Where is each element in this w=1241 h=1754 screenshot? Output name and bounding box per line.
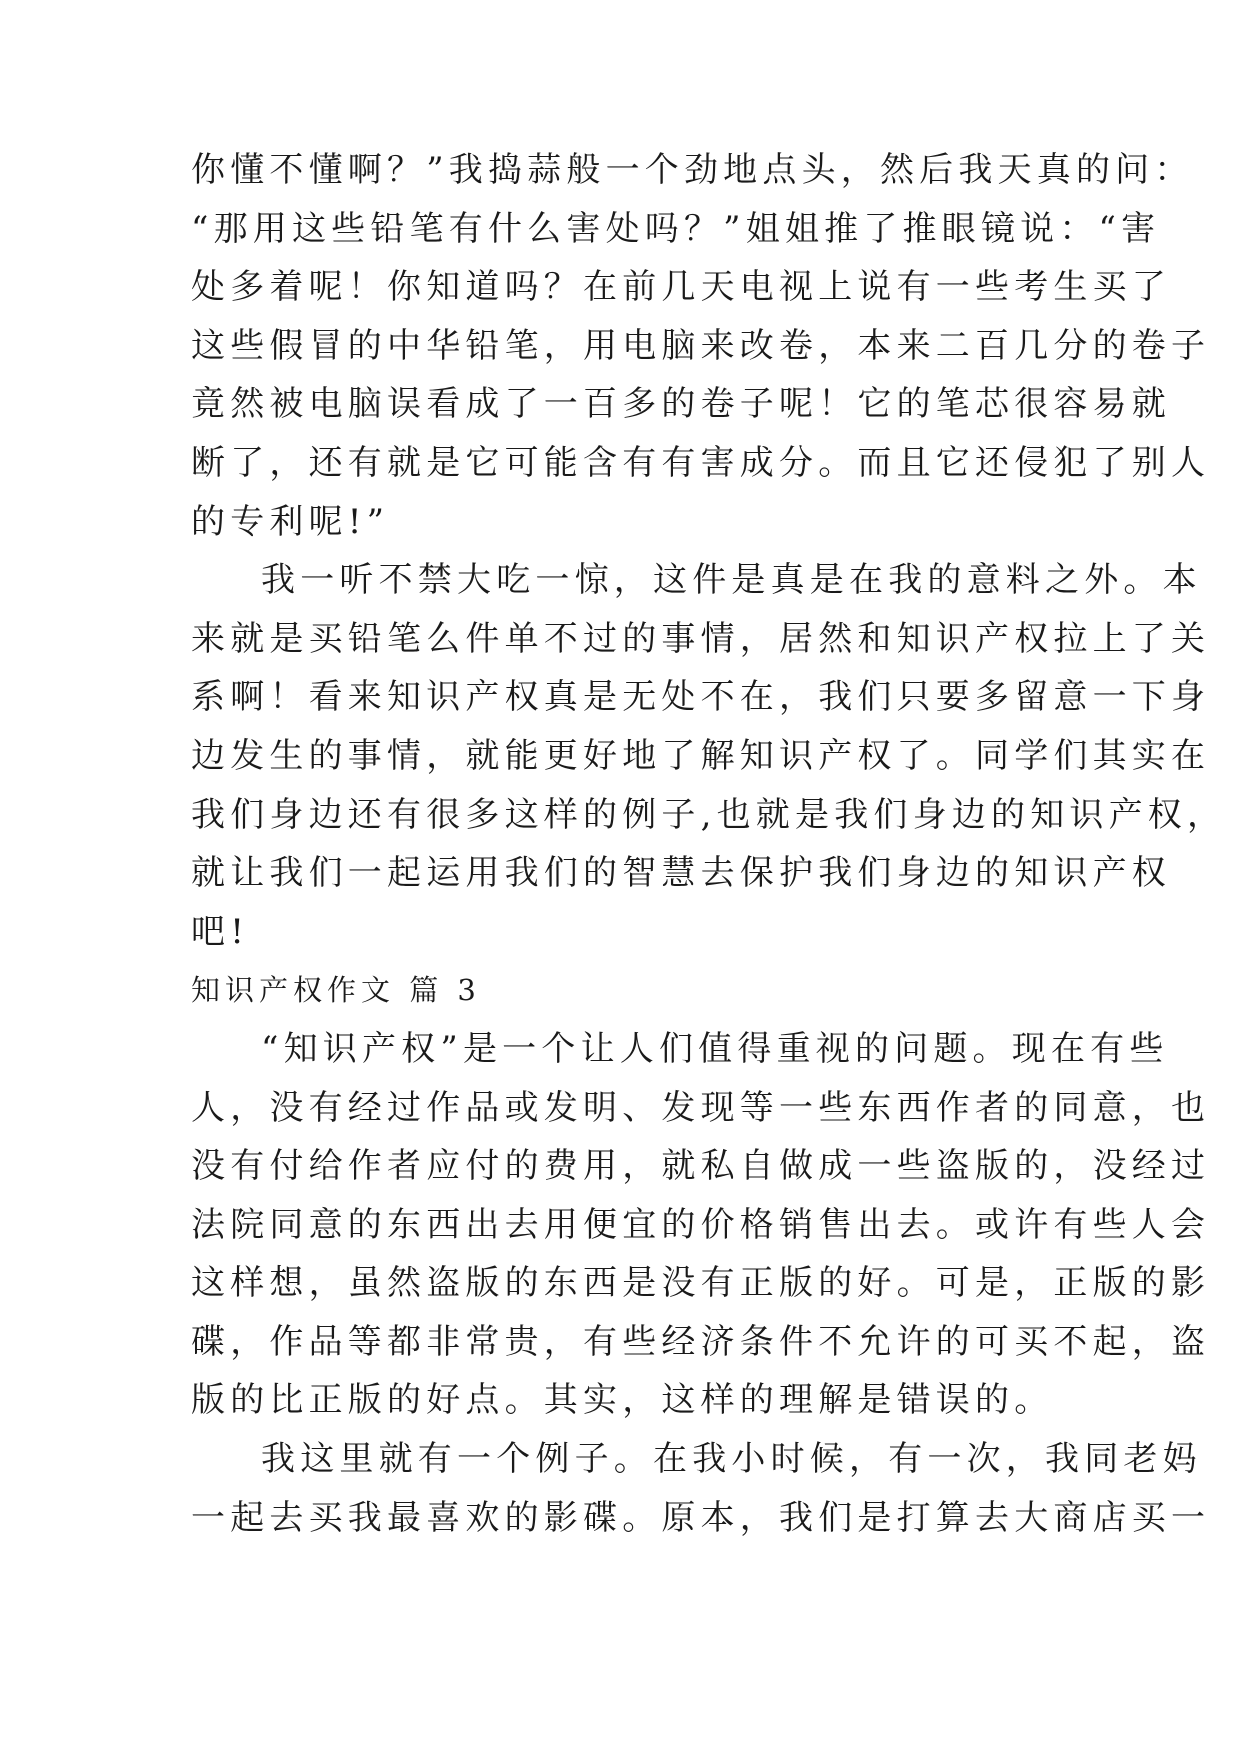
document-body [191,141,1227,1547]
text-line: 处多着呢！你知道吗？在前几天电视上说有一些考生买了 [191,267,1171,308]
text-line: 竟然被电脑误看成了一百多的卷子呢！它的笔芯很容易就 [191,384,1171,425]
section-heading: 知识产权作文 篇 3 [191,973,481,1008]
text-line: 这些假冒的中华铅笔，用电脑来改卷，本来二百几分的卷子 [191,325,1211,366]
text-line: “知识产权”是一个让人们值得重视的问题。现在有些 [261,1028,1169,1069]
text-line: 边发生的事情，就能更好地了解知识产权了。同学们其实在 [191,735,1211,776]
text-line: 我们身边还有很多这样的例子,也就是我们身边的知识产权， [191,794,1227,835]
text-line: 来就是买铅笔么件单不过的事情，居然和知识产权拉上了关 [191,618,1211,659]
text-line: 系啊！看来知识产权真是无处不在，我们只要多留意一下身 [191,677,1211,718]
text-line: 法院同意的东西出去用便宜的价格销售出去。或许有些人会 [191,1204,1211,1245]
text-line: “那用这些铅笔有什么害处吗？”姐姐推了推眼镜说：“害 [191,208,1161,249]
text-line: 我一听不禁大吃一惊，这件是真是在我的意料之外。本 [261,560,1202,601]
text-line: 没有付给作者应付的费用，就私自做成一些盗版的，没经过 [191,1146,1211,1187]
text-line: 我这里就有一个例子。在我小时候，有一次，我同老妈 [261,1439,1202,1480]
text-line: 这样想，虽然盗版的东西是没有正版的好。可是，正版的影 [191,1263,1211,1304]
text-line: 你懂不懂啊？”我捣蒜般一个劲地点头，然后我天真的问： [191,150,1194,190]
paragraph [191,141,1211,551]
text-line: 的专利呢!” [191,501,390,542]
text-line: 一起去买我最喜欢的影碟。原本，我们是打算去大商店买一 [191,1497,1211,1538]
text-line: 吧! [191,911,250,952]
paragraph [191,1020,1211,1430]
paragraph [191,551,1227,961]
text-line: 版的比正版的好点。其实，这样的理解是错误的。 [191,1380,1054,1421]
text-line: 断了，还有就是它可能含有有害成分。而且它还侵犯了别人 [191,442,1211,483]
text-line: 就让我们一起运用我们的智慧去保护我们身边的知识产权 [191,853,1171,894]
text-line: 人，没有经过作品或发明、发现等一些东西作者的同意，也 [191,1087,1211,1128]
paragraph [191,1430,1211,1547]
text-line: 碟，作品等都非常贵，有些经济条件不允许的可买不起，盗 [191,1321,1211,1362]
